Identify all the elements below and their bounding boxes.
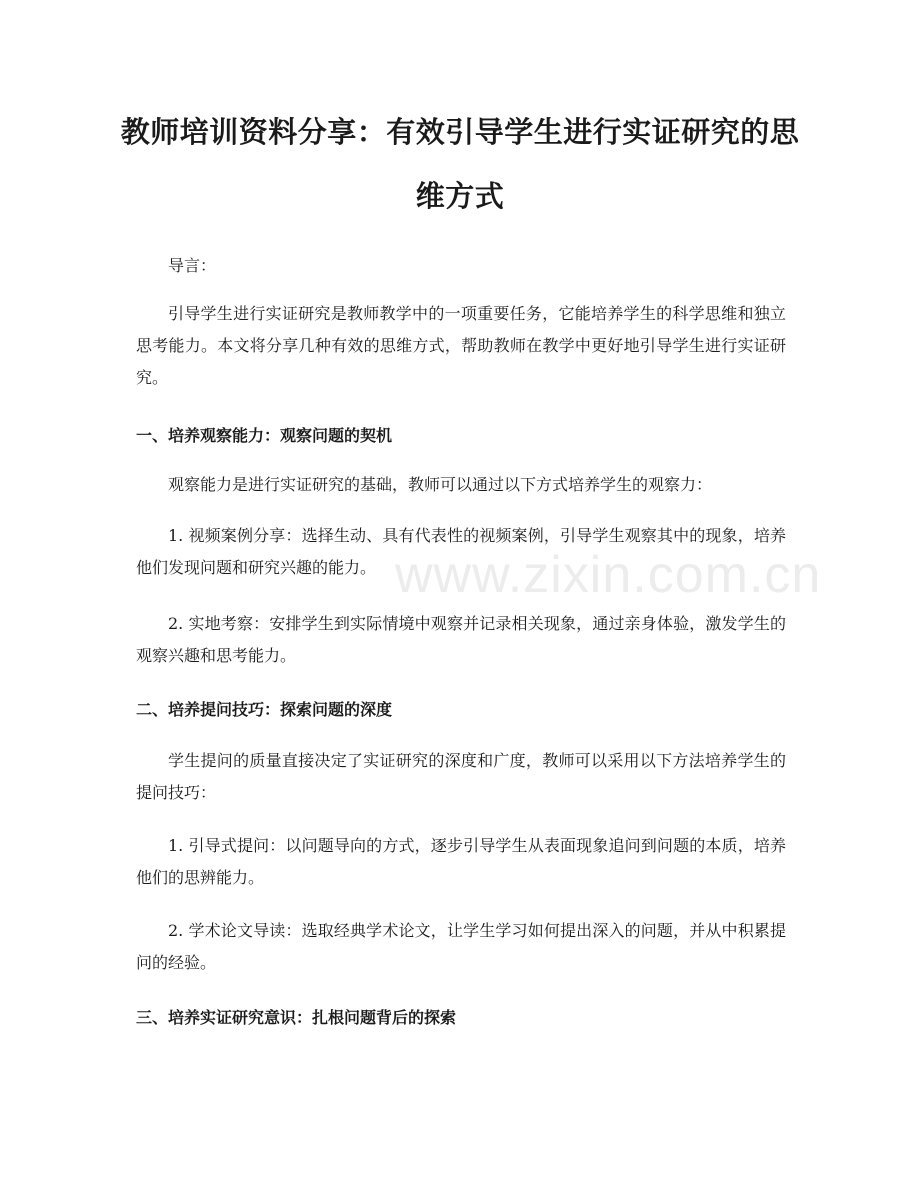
document-title: 教师培训资料分享：有效引导学生进行实证研究的思维方式 [120, 115, 800, 213]
section-1-item-1: 1. 视频案例分享：选择生动、具有代表性的视频案例，引导学生观察其中的现象，培养他们发现问题和研究兴趣的能力。 [136, 526, 786, 577]
section-heading-2: 二、培养提问技巧：探索问题的深度 [136, 700, 393, 719]
section-heading-1: 一、培养观察能力：观察问题的契机 [136, 426, 393, 445]
section-1-intro: 观察能力是进行实证研究的基础，教师可以通过以下方式培养学生的观察力： [168, 475, 713, 494]
intro-paragraph: 引导学生进行实证研究是教师教学中的一项重要任务，它能培养学生的科学思维和独立思考能力。本文将分享几种有效的思维方式，帮助教师在教学中更好地引导学生进行实证研究。 [136, 304, 786, 387]
section-2-item-2: 2. 学术论文导读：选取经典学术论文，让学生学习如何提出深入的问题，并从中积累提问的经验。 [136, 921, 786, 972]
section-1-item-2: 2. 实地考察：安排学生到实际情境中观察并记录相关现象，通过亲身体验，激发学生的观察兴趣和思考能力。 [136, 614, 786, 665]
section-2-intro: 学生提问的质量直接决定了实证研究的深度和广度，教师可以采用以下方法培养学生的提问技巧： [136, 751, 786, 802]
watermark: www.zixin.com.cn [395, 546, 822, 604]
intro-label: 导言： [168, 256, 217, 275]
section-2-item-1: 1. 引导式提问：以问题导向的方式，逐步引导学生从表面现象追问到问题的本质，培养他们的思辨能力。 [136, 836, 786, 887]
section-heading-3: 三、培养实证研究意识：扎根问题背后的探索 [136, 1008, 457, 1027]
